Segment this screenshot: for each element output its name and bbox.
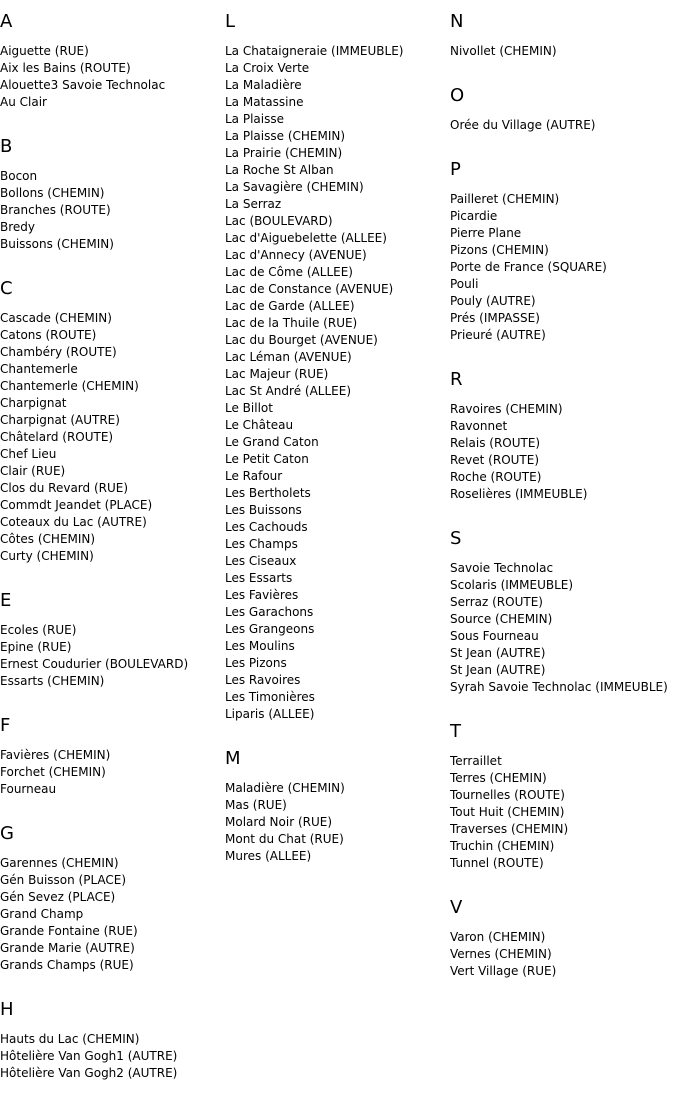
letter-group [0,279,224,565]
letter-heading: F [0,715,11,736]
street-link[interactable]: Lac de Garde (ALLEE) [225,299,355,313]
letter-heading: N [450,11,464,32]
street-list [450,929,675,980]
street-list [450,191,675,344]
street-link[interactable]: Garennes (CHEMIN) [0,856,119,870]
street-link[interactable]: Bollons (CHEMIN) [0,186,105,200]
street-link[interactable]: Forchet (CHEMIN) [0,765,106,779]
street-link[interactable]: Tout Huit (CHEMIN) [450,805,565,819]
street-link[interactable]: Tunnel (ROUTE) [450,856,544,870]
street-link[interactable]: Chambéry (ROUTE) [0,345,117,359]
street-link[interactable]: Essarts (CHEMIN) [0,674,105,688]
street-link[interactable]: Charpignat (AUTRE) [0,413,120,427]
street-link[interactable]: Hauts du Lac (CHEMIN) [0,1032,140,1046]
street-list [0,1031,224,1082]
street-link[interactable]: Buissons (CHEMIN) [0,237,114,251]
letter-heading: P [450,159,461,180]
street-link[interactable]: Liparis (ALLEE) [225,707,315,721]
street-link[interactable]: Nivollet (CHEMIN) [450,44,557,58]
street-link[interactable]: Côtes (CHEMIN) [0,532,96,546]
street-link[interactable]: La Savagière (CHEMIN) [225,180,364,194]
street-link[interactable]: Pailleret (CHEMIN) [450,192,560,206]
street-link[interactable]: Picardie [450,209,498,223]
street-link[interactable]: Lac de la Thuile (RUE) [225,316,358,330]
street-link[interactable]: Roche (ROUTE) [450,470,542,484]
street-link[interactable]: Le Rafour [225,469,283,483]
street-link[interactable]: Gén Buisson (PLACE) [0,873,127,887]
street-link[interactable]: La Matassine [225,95,304,109]
street-link[interactable]: St Jean (AUTRE) [450,663,546,677]
letter-heading: R [450,369,463,390]
letter-group [450,86,675,134]
column-1 [0,12,224,1108]
street-link[interactable]: Ernest Coudurier (BOULEVARD) [0,657,189,671]
letter-heading: C [0,278,13,299]
street-link[interactable]: Le Billot [225,401,273,415]
letter-group [0,824,224,974]
street-link[interactable]: Lac du Bourget (AVENUE) [225,333,378,347]
street-link[interactable]: Molard Noir (RUE) [225,815,333,829]
street-link[interactable]: Mures (ALLEE) [225,849,312,863]
street-link[interactable]: Bredy [0,220,36,234]
letter-group [450,370,675,503]
letter-heading: O [450,85,465,106]
letter-group [450,722,675,872]
letter-heading: A [0,11,13,32]
street-link[interactable]: La Prairie (CHEMIN) [225,146,343,160]
street-link[interactable]: Grande Fontaine (RUE) [0,924,138,938]
letter-heading: M [225,748,241,769]
street-link[interactable]: Les Ciseaux [225,554,297,568]
street-link[interactable]: Fourneau [0,782,57,796]
street-link[interactable]: La Croix Verte [225,61,310,75]
street-link[interactable]: Orée du Village (AUTRE) [450,118,596,132]
letter-group [225,749,449,865]
street-link[interactable]: Chantemerle (CHEMIN) [0,379,139,393]
column-3 [450,12,675,1006]
street-link[interactable]: La Chataigneraie (IMMEUBLE) [225,44,404,58]
street-link[interactable]: Clos du Revard (RUE) [0,481,129,495]
street-link[interactable]: La Plaisse (CHEMIN) [225,129,346,143]
street-link[interactable]: Vert Village (RUE) [450,964,557,978]
letter-heading: E [0,590,12,611]
letter-group [450,898,675,980]
street-list [0,855,224,974]
street-link[interactable]: Clair (RUE) [0,464,66,478]
street-link[interactable]: Varon (CHEMIN) [450,930,546,944]
street-link[interactable]: Revet (ROUTE) [450,453,540,467]
street-link[interactable]: Ravonnet [450,419,508,433]
street-link[interactable]: Le Château [225,418,294,432]
street-link[interactable]: Mont du Chat (RUE) [225,832,344,846]
street-link[interactable]: Lac (BOULEVARD) [225,214,333,228]
letter-group [450,12,675,60]
column-2 [225,12,449,891]
street-link[interactable]: Les Essarts [225,571,293,585]
letter-heading: V [450,897,463,918]
street-link[interactable]: Chantemerle [0,362,78,376]
street-link[interactable]: Prés (IMPASSE) [450,311,540,325]
street-link[interactable]: Lac Majeur (RUE) [225,367,329,381]
street-link[interactable]: Coteaux du Lac (AUTRE) [0,515,147,529]
letter-group [0,1000,224,1082]
street-link[interactable]: Savoie Technolac [450,561,554,575]
street-link[interactable]: Les Ravoires [225,673,301,687]
street-link[interactable]: Bocon [0,169,38,183]
street-list [450,560,675,696]
street-link[interactable]: Pierre Plane [450,226,522,240]
street-link[interactable]: Les Champs [225,537,298,551]
street-link[interactable]: Mas (RUE) [225,798,287,812]
street-link[interactable]: Ecoles (RUE) [0,623,77,637]
street-link[interactable]: Tournelles (ROUTE) [450,788,565,802]
street-link[interactable]: Lac Léman (AVENUE) [225,350,352,364]
street-link[interactable]: Lac de Côme (ALLEE) [225,265,353,279]
street-link[interactable]: Prieuré (AUTRE) [450,328,546,342]
street-link[interactable]: Alouette3 Savoie Technolac [0,78,166,92]
letter-group [450,529,675,696]
letter-heading: S [450,528,462,549]
street-link[interactable]: La Plaisse [225,112,284,126]
street-list [450,117,675,134]
street-link[interactable]: Catons (ROUTE) [0,328,97,342]
letter-heading: B [0,136,13,157]
street-link[interactable]: Pouli [450,277,479,291]
street-link[interactable]: Lac St André (ALLEE) [225,384,351,398]
letter-heading: H [0,999,14,1020]
street-list [225,780,449,865]
street-link[interactable]: Grande Marie (AUTRE) [0,941,135,955]
letter-group [0,716,224,798]
street-link[interactable]: Les Bertholets [225,486,311,500]
street-link[interactable]: Lac de Constance (AVENUE) [225,282,394,296]
street-link[interactable]: Maladière (CHEMIN) [225,781,345,795]
street-list [0,168,224,253]
letter-heading: T [450,721,461,742]
street-list [0,310,224,565]
street-link[interactable]: Le Grand Caton [225,435,319,449]
street-link[interactable]: Porte de France (SQUARE) [450,260,607,274]
street-link[interactable]: Le Petit Caton [225,452,309,466]
street-link[interactable]: Branches (ROUTE) [0,203,111,217]
street-link[interactable]: Roselières (IMMEUBLE) [450,487,588,501]
street-link[interactable]: Terraillet [450,754,502,768]
letter-heading: G [0,823,14,844]
street-link[interactable]: Charpignat [0,396,67,410]
street-link[interactable]: La Roche St Alban [225,163,334,177]
street-link[interactable]: Lac d'Aiguebelette (ALLEE) [225,231,387,245]
street-link[interactable]: Vernes (CHEMIN) [450,947,552,961]
street-list [0,622,224,690]
street-list [225,43,449,723]
letter-group [225,12,449,723]
street-link[interactable]: Curty (CHEMIN) [0,549,94,563]
street-link[interactable]: Les Pizons [225,656,287,670]
street-link[interactable]: La Serraz [225,197,282,211]
street-link[interactable]: Scolaris (IMMEUBLE) [450,578,574,592]
street-link[interactable]: Syrah Savoie Technolac (IMMEUBLE) [450,680,668,694]
street-link[interactable]: Ravoires (CHEMIN) [450,402,563,416]
street-list [0,747,224,798]
street-list [0,43,224,111]
street-link[interactable]: Traverses (CHEMIN) [450,822,569,836]
street-link[interactable]: Chef Lieu [0,447,57,461]
street-link[interactable]: Source (CHEMIN) [450,612,553,626]
street-link[interactable]: Truchin (CHEMIN) [450,839,555,853]
street-link[interactable]: Commdt Jeandet (PLACE) [0,498,153,512]
street-link[interactable]: Favières (CHEMIN) [0,748,111,762]
street-list [450,401,675,503]
street-link[interactable]: Epine (RUE) [0,640,72,654]
street-link[interactable]: Les Grangeons [225,622,315,636]
street-link[interactable]: Relais (ROUTE) [450,436,541,450]
street-link[interactable]: Les Garachons [225,605,314,619]
letter-group [0,12,224,111]
street-link[interactable]: St Jean (AUTRE) [450,646,546,660]
street-link[interactable]: Les Favières [225,588,299,602]
street-link[interactable]: Gén Sevez (PLACE) [0,890,116,904]
street-link[interactable]: Les Buissons [225,503,302,517]
letter-group [0,137,224,253]
street-link[interactable]: Terres (CHEMIN) [450,771,547,785]
street-link[interactable]: Hôtelière Van Gogh2 (AUTRE) [0,1066,178,1080]
street-link[interactable]: Hôtelière Van Gogh1 (AUTRE) [0,1049,178,1063]
street-list [450,753,675,872]
street-link[interactable]: Pouly (AUTRE) [450,294,536,308]
street-link[interactable]: Sous Fourneau [450,629,539,643]
street-link[interactable]: Les Timonières [225,690,315,704]
street-link[interactable]: Aiguette (RUE) [0,44,89,58]
street-link[interactable]: Grands Champs (RUE) [0,958,134,972]
street-link[interactable]: Pizons (CHEMIN) [450,243,549,257]
street-link[interactable]: Grand Champ [0,907,84,921]
street-link[interactable]: Châtelard (ROUTE) [0,430,114,444]
street-link[interactable]: Serraz (ROUTE) [450,595,543,609]
street-link[interactable]: Au Clair [0,95,47,109]
street-link[interactable]: Les Moulins [225,639,295,653]
street-link[interactable]: Cascade (CHEMIN) [0,311,112,325]
street-list [450,43,675,60]
street-link[interactable]: La Maladière [225,78,302,92]
letter-group [0,591,224,690]
letter-heading: L [225,11,236,32]
letter-group [450,160,675,344]
street-link[interactable]: Aix les Bains (ROUTE) [0,61,131,75]
street-link[interactable]: Lac d'Annecy (AVENUE) [225,248,367,262]
street-link[interactable]: Les Cachouds [225,520,308,534]
